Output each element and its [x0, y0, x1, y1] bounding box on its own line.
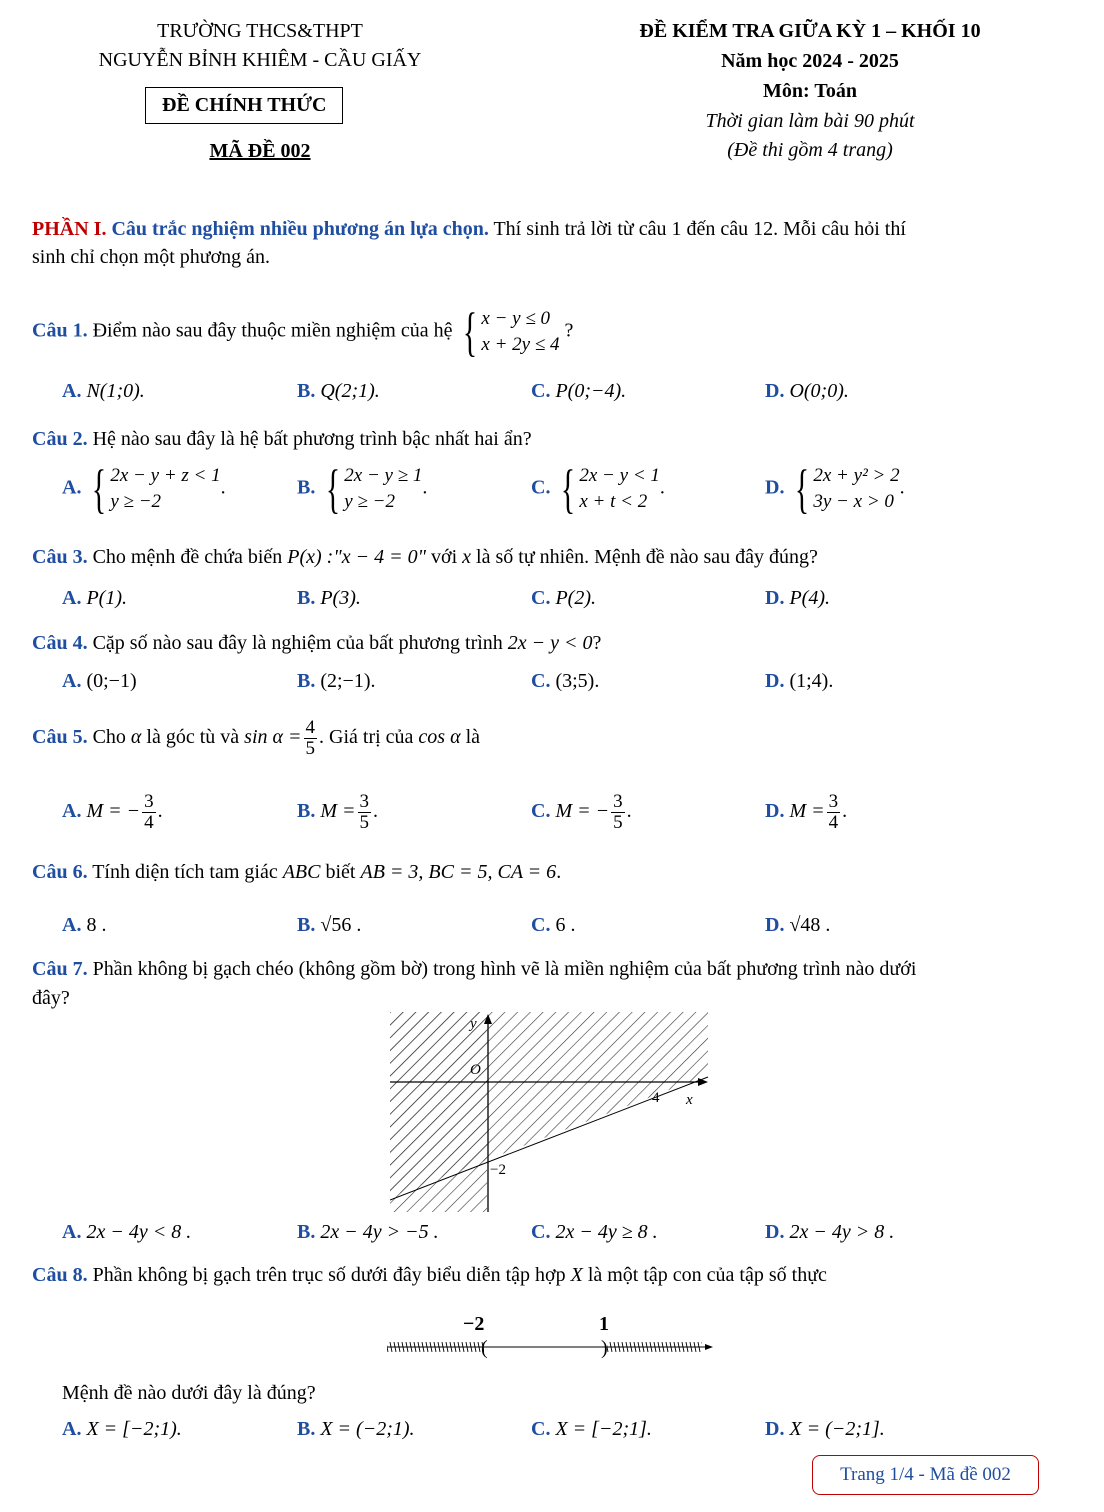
q6-option-b[interactable]: B. √56 . [297, 914, 362, 936]
question-7-cont: đây? [32, 987, 70, 1009]
question-1 [32, 302, 574, 362]
q7-option-a[interactable]: A. 2x − 4y < 8 . [62, 1221, 192, 1243]
number-line-arrow [705, 1344, 713, 1350]
q1-option-d[interactable]: D. O(0;0). [765, 380, 849, 402]
exam-time: Thời gian làm bài 90 phút [705, 110, 915, 132]
part1-line1 [32, 218, 906, 241]
q8-option-c[interactable]: C. X = [−2;1]. [531, 1418, 652, 1440]
q8-option-a[interactable]: A. X = [−2;1). [62, 1418, 182, 1440]
q2-option-b[interactable]: B. { 2x − y ≥ 1 y ≥ −2 . [297, 459, 428, 519]
q6-option-c[interactable]: C. 6 . [531, 914, 576, 936]
school-year: Năm học 2024 - 2025 [721, 50, 899, 72]
q1-sys-row: x − y ≤ 0 [481, 308, 551, 330]
exam-code: MÃ ĐỀ 002 [209, 140, 311, 162]
question-5: Câu 5. Cho α là góc tù và sin α = $\frac{4}{5}$ . Giá trị của cos α là [32, 717, 481, 759]
q3-option-b[interactable]: B. P(3). [297, 587, 361, 609]
q1-option-c[interactable]: C. P(0;−4). [531, 380, 627, 402]
q2-option-c[interactable]: C. { 2x − y < 1 x + t < 2 . [531, 459, 665, 519]
q5-option-b[interactable]: B. M = $\frac{3}{5}$ . [297, 791, 378, 833]
q1-label: Câu 1. [32, 319, 88, 342]
x-tick-label: 4 [652, 1090, 660, 1106]
hatched-region-left-strip [390, 1012, 487, 1212]
q5-option-a[interactable]: A. M = − $\frac{3}{4}$ . [62, 791, 163, 833]
q8-number-line [385, 1312, 720, 1362]
y-axis-label: y [470, 1016, 477, 1032]
q6-option-a[interactable]: A. 8 . [62, 914, 107, 936]
q7-option-d[interactable]: D. 2x − 4y > 8 . [765, 1221, 895, 1243]
q1-text: Điểm nào sau đây thuộc miền nghiệm của hệ [92, 319, 453, 342]
subject: Môn: Toán [763, 80, 857, 102]
q7-option-c[interactable]: C. 2x − 4y ≥ 8 . [531, 1221, 658, 1243]
q2-option-a[interactable]: A. { 2x − y + z < 1 y ≥ −2 . [62, 459, 226, 519]
q3-option-d[interactable]: D. P(4). [765, 587, 830, 609]
q8-option-b[interactable]: B. X = (−2;1). [297, 1418, 415, 1440]
q2-option-d[interactable]: D. { 2x + y² > 2 3y − x > 0 . [765, 459, 905, 519]
part1-desc2: sinh chỉ chọn một phương án. [32, 246, 271, 268]
question-3: Câu 3. Cho mệnh đề chứa biến P(x) :"x − 4 = 0" với x là số tự nhiên. Mệnh đề nào sau đây đúng? [32, 546, 818, 568]
question-2: Câu 2. Hệ nào sau đây là hệ bất phương trình bậc nhất hai ẩn? [32, 428, 532, 450]
q6-option-d[interactable]: D. √48 . [765, 914, 831, 936]
axis-left-label: −2 [463, 1313, 485, 1335]
question-6: Câu 6. Tính diện tích tam giác ABC biết AB = 3, BC = 5, CA = 6. [32, 861, 562, 883]
question-4: Câu 4. Cặp số nào sau đây là nghiệm của bất phương trình 2x − y < 0? [32, 632, 602, 654]
q7-option-b[interactable]: B. 2x − 4y > −5 . [297, 1221, 439, 1243]
q5-option-c[interactable]: C. M = − $\frac{3}{5}$ . [531, 791, 632, 833]
q1-system: { x − y ≤ 0 x + 2y ≤ 4 [463, 302, 560, 362]
q4-option-a[interactable]: A. (0;−1) [62, 670, 137, 692]
q4-option-d[interactable]: D. (1;4). [765, 670, 834, 692]
axis-right-label: 1 [599, 1313, 609, 1335]
y-tick-label: −2 [490, 1162, 506, 1178]
q4-option-b[interactable]: B. (2;−1). [297, 670, 376, 692]
q4-option-c[interactable]: C. (3;5). [531, 670, 600, 692]
origin-label: O [470, 1062, 481, 1078]
school-line2: NGUYỄN BỈNH KHIÊM - CẦU GIẤY [98, 49, 422, 71]
q8-question: Mệnh đề nào dưới đây là đúng? [62, 1382, 316, 1404]
q1-option-a[interactable]: A. N(1;0). [62, 380, 145, 402]
page-footer: Trang 1/4 - Mã đề 002 [812, 1455, 1039, 1495]
left-bracket: ( [481, 1337, 488, 1359]
part1-desc1: Thí sinh trả lời từ câu 1 đến câu 12. Mỗi câu hỏi thí [488, 218, 906, 240]
page-count: (Đề thi gồm 4 trang) [727, 139, 893, 161]
q1-sys-row: x + 2y ≤ 4 [481, 334, 560, 355]
q8-option-d[interactable]: D. X = (−2;1]. [765, 1418, 885, 1440]
exam-title: ĐỀ KIỂM TRA GIỮA KỲ 1 – KHỐI 10 [639, 20, 981, 42]
q7-graph [390, 1012, 715, 1212]
q1-tail: ? [564, 319, 574, 342]
q3-option-c[interactable]: C. P(2). [531, 587, 596, 609]
part1-title: PHẦN I. [32, 218, 107, 240]
part1-title-rest: Câu trắc nghiệm nhiều phương án lựa chọn. [106, 218, 489, 240]
x-axis-label: x [686, 1092, 693, 1108]
right-bracket: ) [601, 1337, 608, 1359]
question-7: Câu 7. Phần không bị gạch chéo (không gồm bờ) trong hình vẽ là miền nghiệm của bất phương trình nào dưới [32, 958, 917, 980]
official-box: ĐỀ CHÍNH THỨC [145, 87, 343, 124]
question-8: Câu 8. Phần không bị gạch trên trục số dưới đây biểu diễn tập hợp X là một tập con của tập số thực [32, 1264, 827, 1286]
school-line1: TRƯỜNG THCS&THPT [157, 20, 363, 42]
q3-option-a[interactable]: A. P(1). [62, 587, 127, 609]
q1-option-b[interactable]: B. Q(2;1). [297, 380, 380, 402]
q5-option-d[interactable]: D. M = $\frac{3}{4}$ . [765, 791, 848, 833]
